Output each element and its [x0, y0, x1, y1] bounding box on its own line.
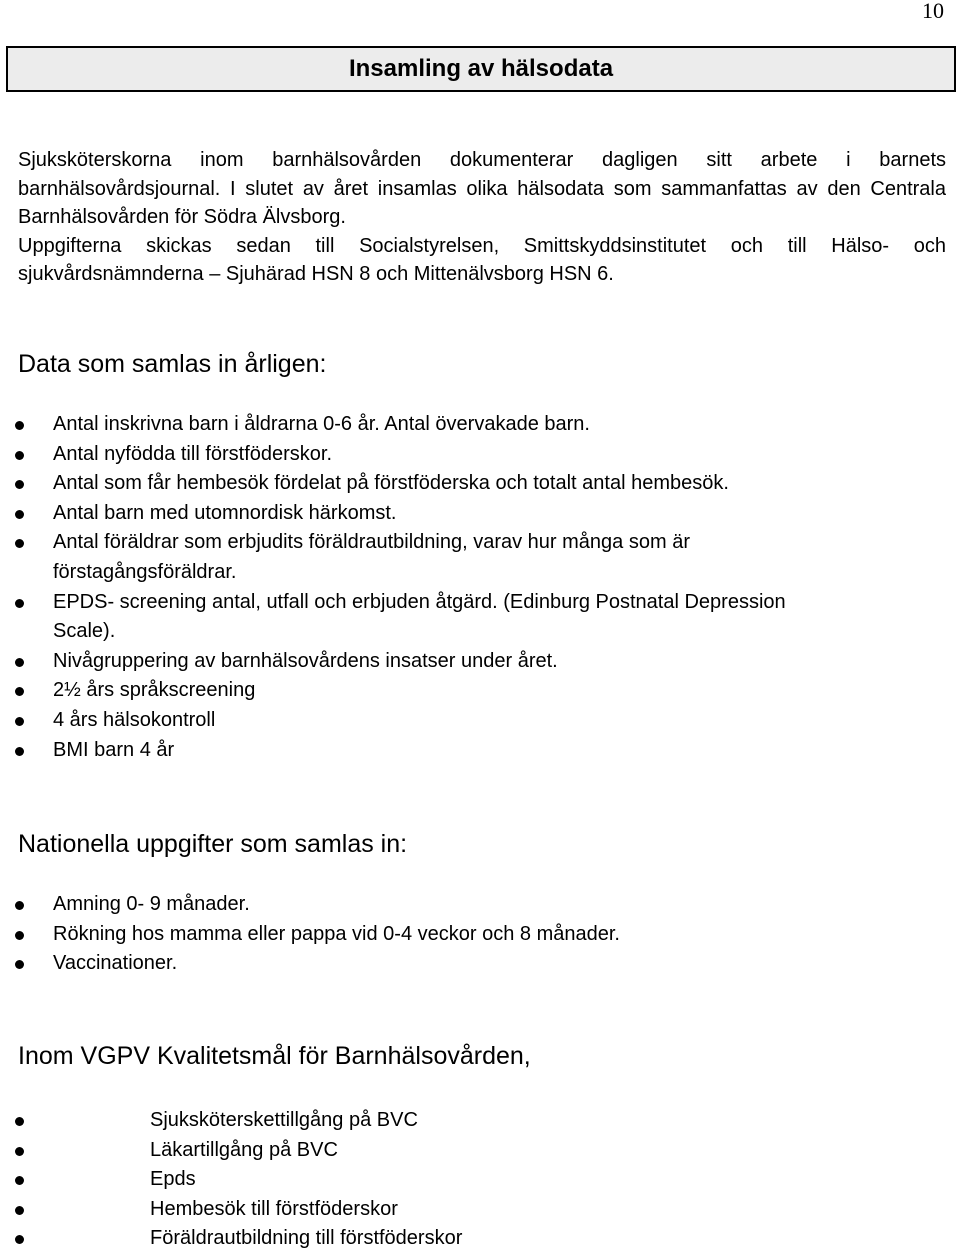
bullet-icon	[15, 510, 24, 519]
bullet-icon	[15, 687, 24, 696]
list-item: EPDS- screening antal, utfall och erbjuden åtgärd. (Edinburg Postnatal Depression Scale).	[53, 588, 843, 647]
list-item: Antal barn med utomnordisk härkomst.	[53, 499, 923, 529]
list-item: 2½ års språkscreening	[53, 676, 923, 706]
list-item: Amning 0- 9 månader.	[53, 890, 923, 920]
list-item: Nivågruppering av barnhälsovårdens insatser under året.	[53, 647, 923, 677]
list-item: Läkartillgång på BVC	[150, 1136, 850, 1166]
list-item: Antal inskrivna barn i åldrarna 0-6 år. Antal övervakade barn.	[53, 410, 923, 440]
section-heading-national-data: Nationella uppgifter som samlas in:	[18, 830, 408, 858]
quality-goals-list	[150, 1106, 850, 1254]
intro-paragraph-2: Uppgifterna skickas sedan till Socialstyrelsen, Smittskyddsinstitutet och till Hälso- och sjukvårdsnämnderna – Sjuhärad HSN 8 och Mittenälvsborg HSN 6.	[18, 234, 946, 285]
list-item: Antal föräldrar som erbjudits föräldrautbildning, varav hur många som är förstagångsföräldrar.	[53, 528, 853, 587]
bullet-icon	[15, 747, 24, 756]
bullet-icon	[15, 1235, 24, 1244]
page-title: Insamling av hälsodata	[348, 55, 614, 82]
bullet-icon	[15, 1206, 24, 1215]
list-item: Epds	[150, 1165, 850, 1195]
bullet-icon	[15, 1117, 24, 1126]
list-item: Hembesök till förstföderskor	[150, 1195, 850, 1225]
bullet-icon	[15, 717, 24, 726]
national-data-list	[53, 890, 923, 979]
bullet-icon	[15, 599, 24, 608]
bullet-icon	[15, 539, 24, 548]
list-item: Antal nyfödda till förstföderskor.	[53, 440, 923, 470]
section-heading-quality-goals: Inom VGPV Kvalitetsmål för Barnhälsovården,	[18, 1042, 531, 1070]
list-item: Sjuksköterskettillgång på BVC	[150, 1106, 850, 1136]
bullet-icon	[15, 421, 24, 430]
list-item: Antal som får hembesök fördelat på förstföderska och totalt antal hembesök.	[53, 469, 923, 499]
list-item: Föräldrautbildning till förstföderskor	[150, 1224, 850, 1254]
list-item: Rökning hos mamma eller pappa vid 0-4 veckor och 8 månader.	[53, 920, 923, 950]
list-item: Vaccinationer.	[53, 949, 923, 979]
bullet-icon	[15, 931, 24, 940]
bullet-icon	[15, 451, 24, 460]
title-box	[6, 46, 956, 92]
bullet-icon	[15, 960, 24, 969]
section-heading-annual-data: Data som samlas in årligen:	[18, 350, 327, 378]
bullet-icon	[15, 480, 24, 489]
bullet-icon	[15, 1176, 24, 1185]
list-item: BMI barn 4 år	[53, 736, 923, 766]
list-item: 4 års hälsokontroll	[53, 706, 923, 736]
page-number: 10	[922, 0, 944, 23]
intro-text	[18, 146, 946, 289]
bullet-icon	[15, 901, 24, 910]
bullet-icon	[15, 658, 24, 667]
intro-paragraph-1: Sjuksköterskorna inom barnhälsovården dokumenterar dagligen sitt arbete i barnets barnhälsovårdsjournal. I slutet av året insamlas olika hälsodata som sammanfattas av den Centrala Barnhälsovården för Södra Älvsborg.	[18, 149, 946, 228]
bullet-icon	[15, 1147, 24, 1156]
annual-data-list	[53, 410, 923, 765]
